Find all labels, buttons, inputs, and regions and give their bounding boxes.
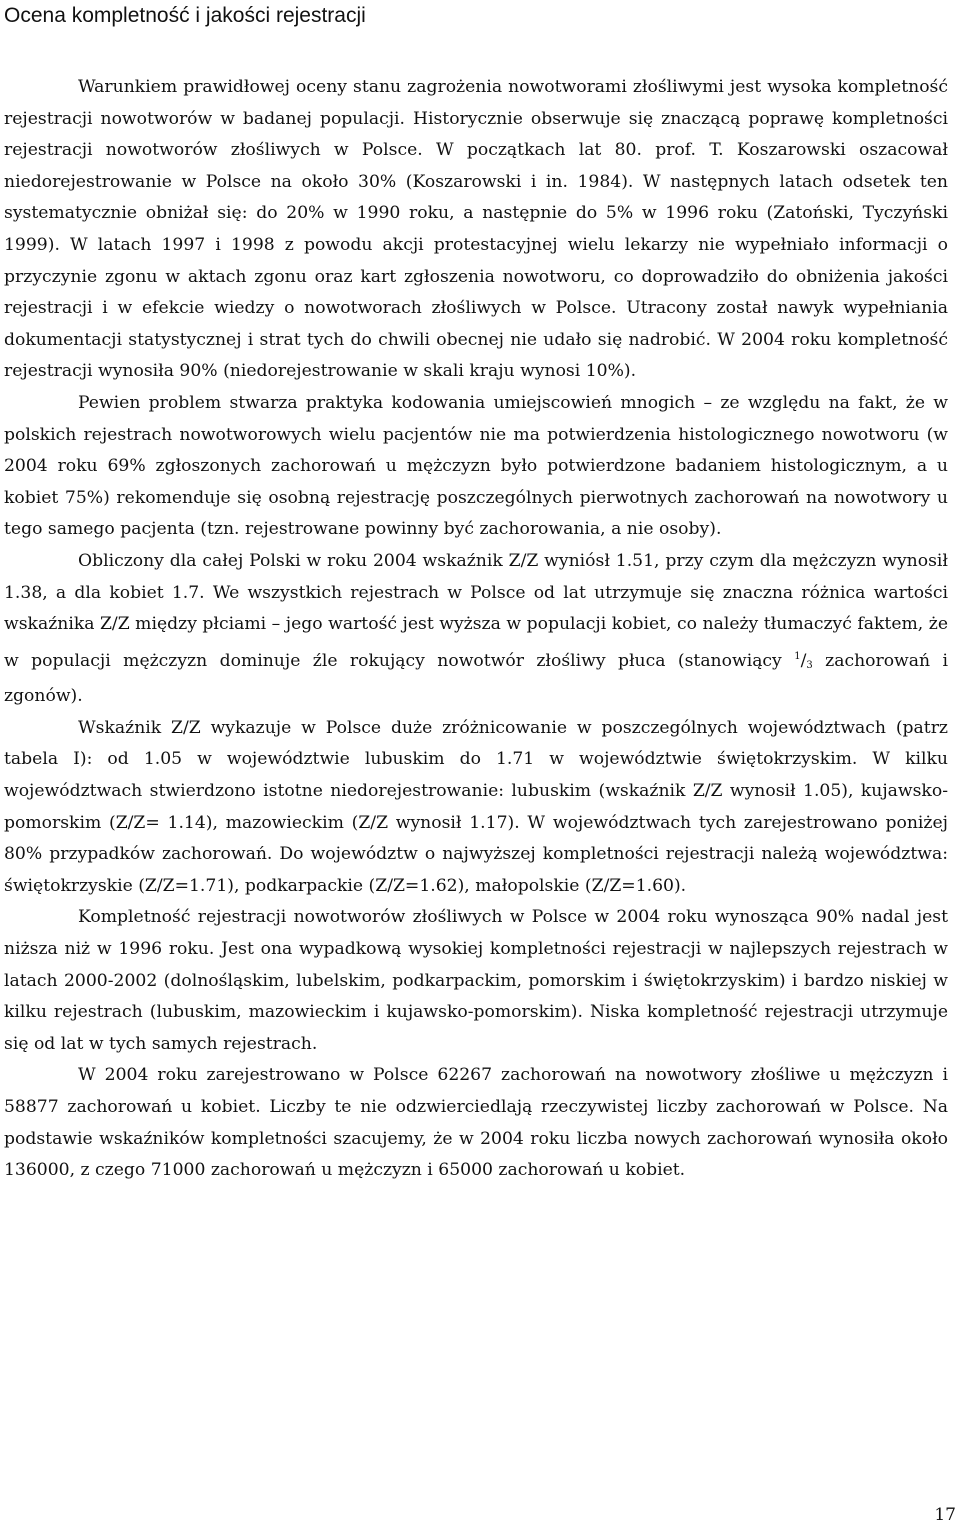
fraction-slash: / <box>800 650 807 671</box>
paragraph-registered-cases: W 2004 roku zarejestrowano w Polsce 62267 zachorowań na nowotwory złośliwe u mężczyzn i 58877 zachorowań u kobiet. Liczby te nie odzwierciedlają rzeczywistej liczby zachorowań w Polsce. Na podstawie wskaźników kompletności szacujemy, że w 2004 roku liczba nowych zachorowań wynosiła około 136000, z czego 71000 zachorowań u mężczyzn i 65000 zachorowań u kobiet. <box>4 1065 948 1181</box>
fraction-denominator: 3 <box>806 659 813 671</box>
page-number: 17 <box>934 1505 956 1525</box>
paragraph-zz-ratio-text: Obliczony dla całej Polski w roku 2004 wskaźnik Z/Z wyniósł 1.51, przy czym dla mężczyzn wynosił 1.38, a dla kobiet 1.7. We wszystkich rejestrach w Polsce od lat utrzymuje się znaczna różnica wartości wskaźnika Z/Z między płciami – jego wartość jest wyższa w populacji kobiet, co należy tłumaczyć faktem, że w populacji mężczyzn dominuje źle rokujący nowotwór złośliwy płuca (stanowiący <box>4 550 948 671</box>
paragraph-voivodeship-differences: Wskaźnik Z/Z wykazuje w Polsce duże zróżnicowanie w poszczególnych województwach (patrz tabela I): od 1.05 w województwie lubuskim do 1.71 w województwie świętokrzyskim. W kilku województwach stwierdzono istotne niedorejestrowanie: lubuskim (wskaźnik Z/Z wynosił 1.05), kujawsko-pomorskim (Z/Z= 1.14), mazowieckim (Z/Z wynosił 1.17). W województwach tych zarejestrowano poniżej 80% przypadków zachorowań. Do województw o najwyższej kompletności rejestracji należą województwa: świętokrzyskie (Z/Z=1.71), podkarpackie (Z/Z=1.62), małopolskie (Z/Z=1.60). <box>4 717 948 896</box>
paragraph-multiple-sites-coding: Pewien problem stwarza praktyka kodowania umiejscowień mnogich – ze względu na fakt, że w polskich rejestrach nowotworowych wielu pacjentów nie ma potwierdzenia histologicznego nowotworu (w 2004 roku 69% zgłoszonych zachorowań u mężczyzn było potwierdzone badaniem histologicznym, a u kobiet 75%) rekomenduje się osobną rejestrację poszczególnych pierwotnych zachorowań na nowotwory u tego samego pacjenta (tzn. rejestrowane powinny być zachorowania, a nie osoby). <box>4 392 948 540</box>
document-body <box>4 72 948 1187</box>
paragraph-completeness-history: Warunkiem prawidłowej oceny stanu zagrożenia nowotworami złośliwymi jest wysoka kompletność rejestracji nowotworów w badanej populacji. Historycznie obserwuje się znaczącą poprawę kompletności rejestracji nowotworów złośliwych w Polsce. W początkach lat 80. prof. T. Koszarowski oszacował niedorejestrowanie w Polsce na około 30% (Koszarowski i in. 1984). W następnych latach odsetek ten systematycznie obniżał się: do 20% w 1990 roku, a następnie do 5% w 1996 roku (Zatoński, Tyczyński 1999). W latach 1997 i 1998 z powodu akcji protestacyjnej wielu lekarzy nie wypełniało informacji o przyczynie zgonu w aktach zgonu oraz kart zgłoszenia nowotworu, co doprowadziło do obniżenia jakości rejestracji i w efekcie wiedzy o nowotworach złośliwych w Polsce. Utracony został nawyk wypełniania dokumentacji statystycznej i strat tych do chwili obecnej nie udało się nadrobić. W 2004 roku kompletność rejestracji wynosiła 90% (niedorejestrowanie w skali kraju wynosi 10%). <box>4 77 948 382</box>
paragraph-zz-ratio <box>4 546 948 713</box>
paragraph-completeness-2004: Kompletność rejestracji nowotworów złośliwych w Polsce w 2004 roku wynosząca 90% nadal jest niższa niż w 1996 roku. Jest ona wypadkową wysokiej kompletności rejestracji w najlepszych rejestrach w latach 2000-2002 (dolnośląskim, lubelskim, podkarpackim, pomorskim i świętokrzyskim) i bardzo niskiej w kilku rejestrach (lubuskim, mazowieckim i kujawsko-pomorskim). Niska kompletność rejestracji utrzymuje się od lat w tych samych rejestrach. <box>4 907 948 1054</box>
fraction-numerator: 1 <box>794 650 801 662</box>
paragraph-zz-ratio-tail: zachorowań i zgonów). <box>4 650 948 707</box>
section-heading: Ocena kompletność i jakości rejestracji <box>4 4 366 27</box>
